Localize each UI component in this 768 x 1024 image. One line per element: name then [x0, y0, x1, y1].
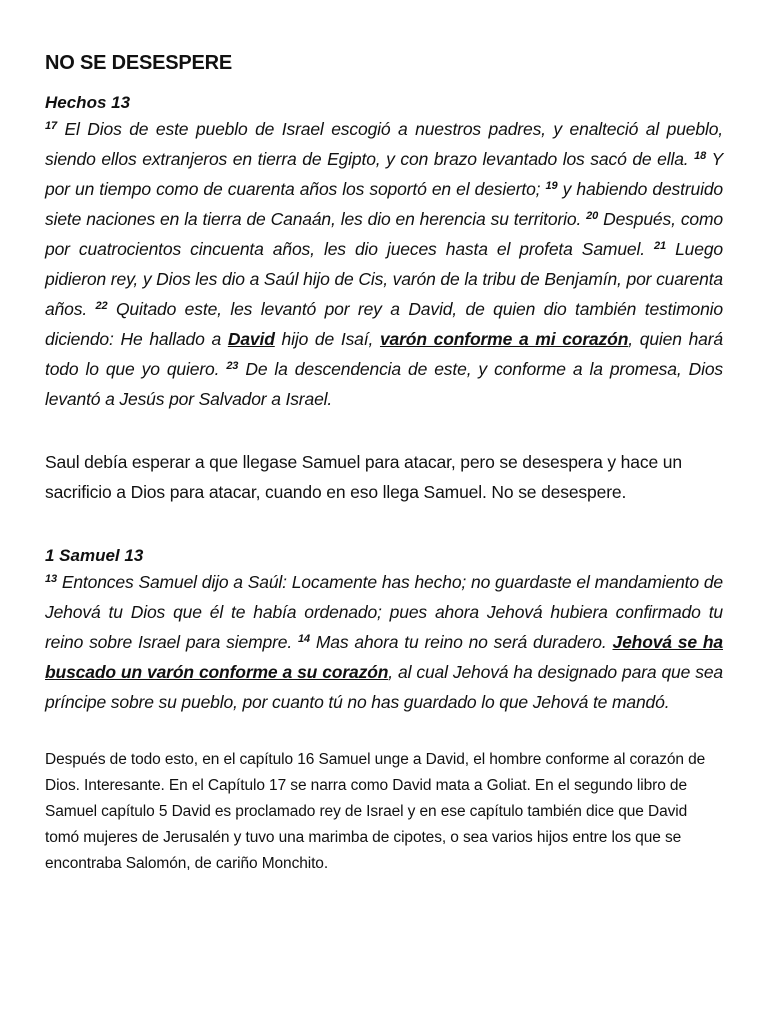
verse-text: Entonces Samuel dijo a Saúl: Locamente has hecho; no guardaste el mandamiento de Jehová tu Dios que él te había ordenado; pues ahora Jehová hubiera confirmado tu reino sobre Israel para siempre. — [45, 572, 723, 652]
verse-text: El Dios de este pueblo de Israel escogió a nuestros padres, y enalteció al pueblo, siendo ellos extranjeros en tierra de Egipto, y con brazo levantado los sacó de ella. — [45, 119, 723, 169]
verse-number: 20 — [586, 210, 599, 222]
verse-number: 21 — [654, 240, 666, 252]
scripture-reference-hechos: Hechos 13 — [45, 93, 131, 112]
emphasized-david: David — [227, 329, 275, 349]
verse-text: hijo de Isaí, — [274, 329, 380, 349]
emphasized-phrase-su-corazon: Jehová se ha buscado un varón conforme a su corazón — [45, 632, 724, 682]
document-page — [45, 50, 723, 877]
verse-number: 14 — [297, 633, 310, 645]
verse-text: Y por un tiempo como de cuarenta años los soportó en el desierto; — [45, 149, 723, 199]
document-title: NO SE DESESPERE — [45, 52, 233, 74]
verse-number: 22 — [95, 300, 108, 312]
verse-text: , quien hará todo lo que yo quiero. — [45, 329, 723, 379]
verse-number: 17 — [45, 120, 57, 132]
verse-number: 19 — [545, 180, 558, 192]
commentary-paragraph-1: Saul debía esperar a que llegase Samuel para atacar, pero se desespera y hace un sacrificio a Dios para atacar, cuando en eso llega Samuel. No se desespere. — [45, 452, 682, 502]
verse-text: Después, como por cuatrocientos cincuenta años, les dio jueces hasta el profeta Samuel. — [45, 209, 724, 259]
verse-text: y habiendo destruido siete naciones en la tierra de Canaán, les dio en herencia su territorio. — [45, 179, 723, 229]
verse-number: 23 — [226, 360, 239, 372]
verse-text: , al cual Jehová ha designado para que sea príncipe sobre su pueblo, por cuanto tú no has guardado lo que Jehová te mandó. — [45, 662, 723, 712]
verse-text: Quitado este, les levantó por rey a David, de quien dio también testimonio diciendo: He hallado a — [45, 299, 724, 349]
scripture-reference-samuel: 1 Samuel 13 — [45, 546, 144, 565]
verse-text: De la descendencia de este, y conforme a la promesa, Dios levantó a Jesús por Salvador a Israel. — [45, 359, 724, 409]
commentary-paragraph-2: Después de todo esto, en el capítulo 16 Samuel unge a David, el hombre conforme al corazón de Dios. Interesante. En el Capítulo 17 se narra como David mata a Goliat. En el segundo libro de Samuel capítulo 5 David es proclamado rey de Israel y en ese capítulo también dice que David tomó mujeres de Jerusalén y tuvo una marimba de cipotes, o sea varios hijos entre los que se encontraba Salomón, de cariño Monchito. — [45, 751, 706, 872]
verse-text: Mas ahora tu reino no será duradero. — [315, 632, 613, 652]
verse-number: 18 — [694, 150, 707, 162]
verse-number: 13 — [45, 573, 57, 585]
scripture-passage-hechos — [45, 114, 723, 414]
verse-text: Luego pidieron rey, y Dios les dio a Saúl hijo de Cis, varón de la tribu de Benjamín, por cuarenta años. — [45, 239, 723, 319]
scripture-passage-samuel — [45, 567, 723, 717]
emphasized-phrase-mi-corazon: varón conforme a mi corazón — [379, 329, 629, 349]
